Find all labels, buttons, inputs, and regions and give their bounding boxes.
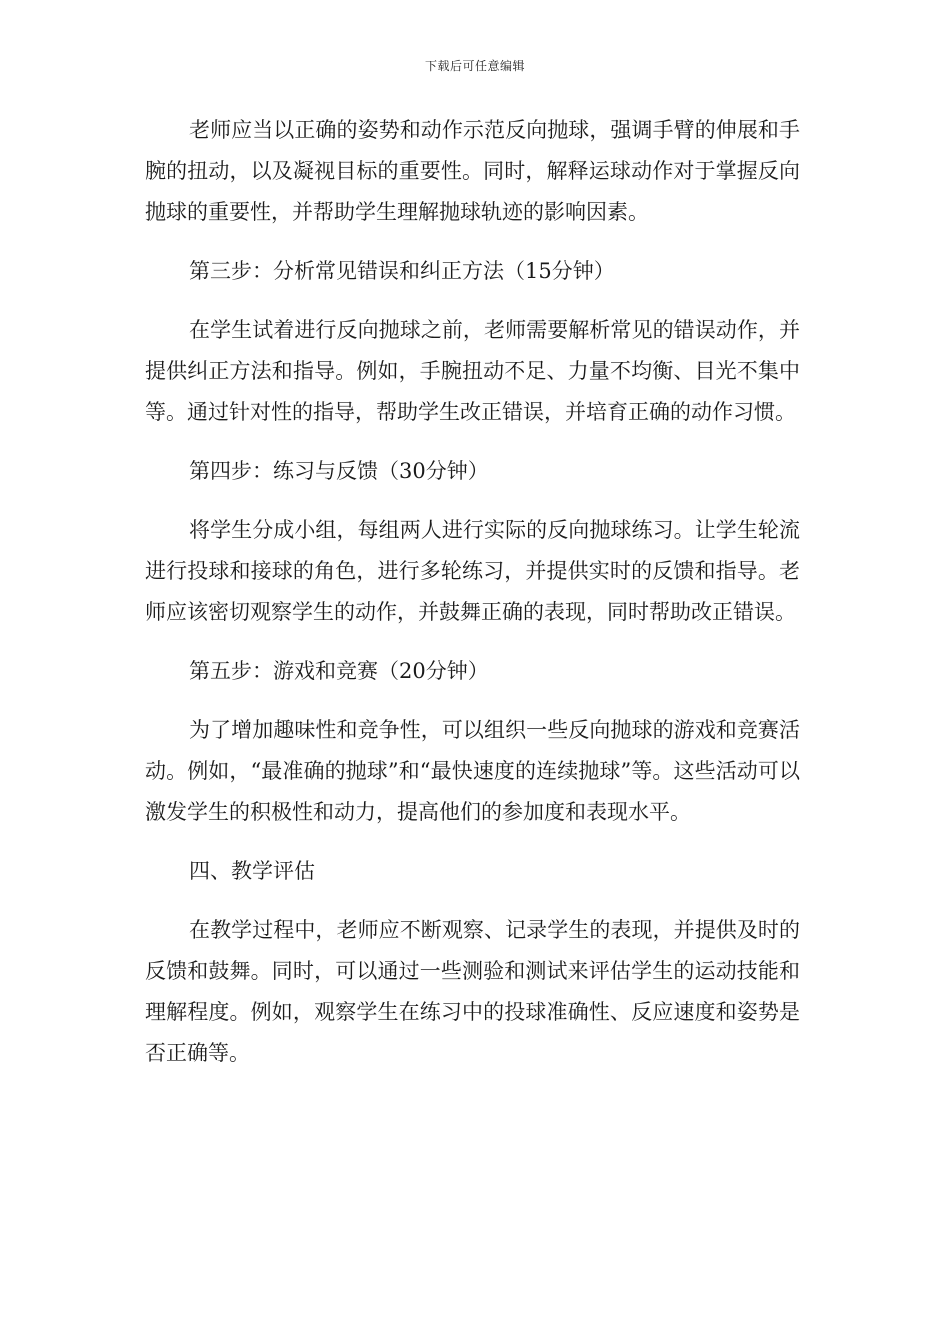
paragraph-assessment: 在教学过程中，老师应不断观察、记录学生的表现，并提供及时的反馈和鼓舞。同时，可以通过一些测验和测试来评估学生的运动技能和理解程度。例如，观察学生在练习中的投球准确性、反应速度和姿势是否正确等。 <box>145 918 800 1065</box>
paragraph-practice-feedback: 将学生分成小组，每组两人进行实际的反向抛球练习。让学生轮流进行投球和接球的角色，进行多轮练习，并提供实时的反馈和指导。老师应该密切观察学生的动作，并鼓舞正确的表现，同时帮助改正错误。 <box>145 518 800 624</box>
section-heading-step-four: 第四步：练习与反馈（30分钟） <box>189 459 489 483</box>
section-heading-step-five: 第五步：游戏和竞赛（20分钟） <box>189 659 489 683</box>
paragraph-common-errors: 在学生试着进行反向抛球之前，老师需要解析常见的错误动作，并提供纠正方法和指导。例如，手腕扭动不足、力量不均衡、目光不集中等。通过针对性的指导，帮助学生改正错误，并培育正确的动作习惯。 <box>145 318 800 424</box>
section-heading-step-three: 第三步：分析常见错误和纠正方法（15分钟） <box>189 259 615 283</box>
document-body <box>145 110 800 1092</box>
page-header-note: 下载后可任意编辑 <box>424 59 525 73</box>
paragraph-demonstration: 老师应当以正确的姿势和动作示范反向抛球，强调手臂的伸展和手腕的扭动，以及凝视目标的重要性。同时，解释运球动作对于掌握反向抛球的重要性，并帮助学生理解抛球轨迹的影响因素。 <box>145 118 800 224</box>
section-heading-teaching-assessment: 四、教学评估 <box>189 859 315 883</box>
paragraph-games-competition: 为了增加趣味性和竞争性，可以组织一些反向抛球的游戏和竞赛活动。例如，“最准确的抛球”和“最快速度的连续抛球”等。这些活动可以激发学生的积极性和动力，提高他们的参加度和表现水平。 <box>145 718 800 824</box>
